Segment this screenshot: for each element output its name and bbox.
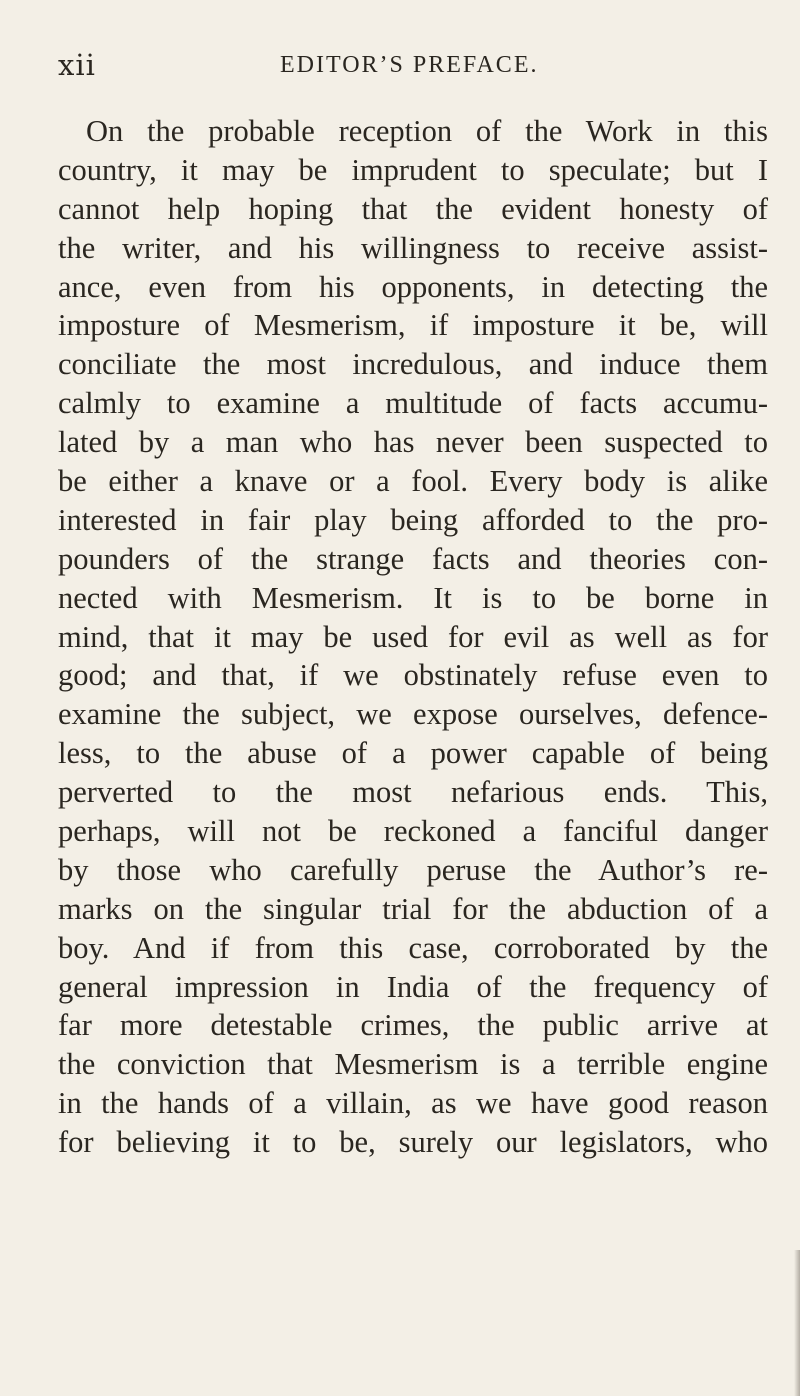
- page-header: [58, 48, 768, 88]
- text-line: cannot help hoping that the evident honesty of: [58, 191, 768, 226]
- text-line: imposture of Mesmerism, if imposture it be, will: [58, 308, 768, 343]
- text-line: conciliate the most incredulous, and induce them: [58, 347, 768, 382]
- text-line: marks on the singular trial for the abduction of a: [58, 891, 768, 926]
- text-line: the conviction that Mesmerism is a terrible engine: [58, 1047, 768, 1082]
- text-line: pounders of the strange facts and theories con-: [58, 541, 768, 576]
- text-line: ance, even from his opponents, in detecting the: [58, 269, 768, 304]
- page-number: xii: [58, 48, 96, 82]
- text-line: nected with Mesmerism. It is to be borne in: [58, 580, 768, 615]
- text-line: lated by a man who has never been suspected to: [58, 425, 768, 460]
- running-head: EDITOR’S PREFACE.: [280, 52, 539, 78]
- text-line: the writer, and his willingness to receive assist-: [58, 230, 768, 265]
- text-line: by those who carefully peruse the Author’s re-: [58, 852, 768, 887]
- text-line: in the hands of a villain, as we have good reason: [58, 1086, 768, 1121]
- text-line: interested in fair play being afforded to the pro-: [58, 502, 768, 537]
- text-line: boy. And if from this case, corroborated by the: [58, 930, 768, 965]
- text-line: examine the subject, we expose ourselves, defence-: [58, 697, 768, 732]
- text-line: mind, that it may be used for evil as well as for: [58, 619, 768, 654]
- body-text: [58, 112, 768, 1162]
- text-line: for believing it to be, surely our legislators, who: [58, 1125, 768, 1160]
- text-line: On the probable reception of the Work in this: [86, 114, 768, 148]
- text-line: be either a knave or a fool. Every body is alike: [58, 464, 768, 499]
- text-line: perhaps, will not be reckoned a fanciful danger: [58, 814, 768, 849]
- text-line: perverted to the most nefarious ends. This,: [58, 775, 768, 810]
- text-line: far more detestable crimes, the public arrive at: [58, 1008, 768, 1043]
- text-line: general impression in India of the frequency of: [58, 969, 768, 1004]
- page-edge-shadow: [794, 1250, 800, 1396]
- text-line: less, to the abuse of a power capable of being: [58, 736, 768, 771]
- text-line: calmly to examine a multitude of facts accumu-: [58, 386, 768, 421]
- text-line: country, it may be imprudent to speculate; but I: [58, 152, 768, 187]
- text-line: good; and that, if we obstinately refuse even to: [58, 658, 768, 693]
